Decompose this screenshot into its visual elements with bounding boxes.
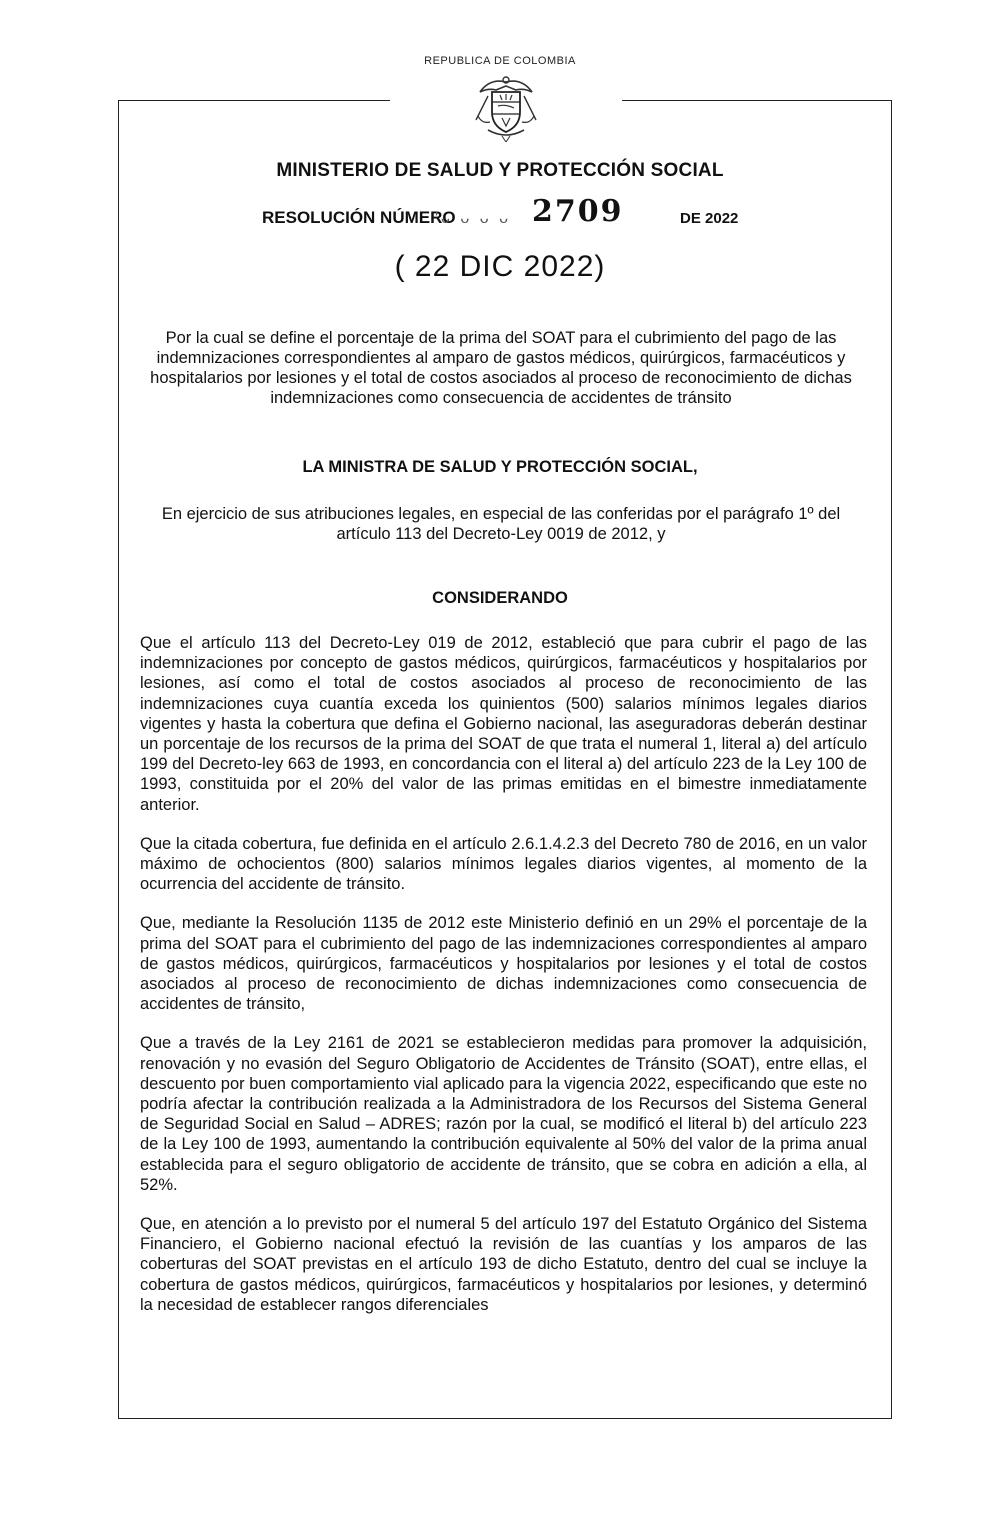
signatory-title: LA MINISTRA DE SALUD Y PROTECCIÓN SOCIAL, — [302, 458, 698, 476]
paragraph: Que a través de la Ley 2161 de 2021 se establecieron medidas para promover la adquisición, renovación y no evasión del Seguro Obligatorio de Accidentes de Tránsito (SOAT), entre ellas, el descuento por buen comportamiento vial aplicado para la vigencia 2022, especificando que este no podría afectar la contribución realizada a la Administradora de los Recursos del Sistema General de Seguridad Social en Salud – ADRES; razón por la cual, se modificó el literal b) del artículo 223 de la Ley 100 de 1993, aumentando la contribución equivalente al 50% del valor de la prima anual establecida para el seguro obligatorio de accidente de tránsito, que se cobra en adición a ella, al 52%. — [140, 1034, 867, 1194]
resolution-number: 2709 — [532, 194, 624, 229]
considering-heading: CONSIDERANDO — [432, 589, 568, 607]
legal-powers: En ejercicio de sus atribuciones legales, en especial de las conferidas por el parágrafo 1º del artículo 113 del Decreto-Ley 0019 de 2012, y — [161, 505, 841, 543]
resolution-year: DE 2022 — [680, 210, 739, 227]
resolution-label: RESOLUCIÓN NÚMERO — [262, 208, 456, 227]
country-name: REPUBLICA DE COLOMBIA — [424, 55, 576, 67]
ministry-title: MINISTERIO DE SALUD Y PROTECCIÓN SOCIAL — [276, 160, 724, 181]
paragraph: Que, en atención a lo previsto por el numeral 5 del artículo 197 del Estatuto Orgánico del Sistema Financiero, el Gobierno nacional efectuó la revisión de las cuantías y los amparos de las coberturas del SOAT previstas en el artículo 193 de dicho Estatuto, dentro del cual se incluye la cobertura de gastos médicos, quirúrgicos, farmacéuticos y hospitalarios por lesiones, y determinó la necesidad de establecer rangos diferenciales — [140, 1215, 867, 1314]
paragraph: Que, mediante la Resolución 1135 de 2012 este Ministerio definió en un 29% el porcentaje de la prima del SOAT para el cubrimiento del pago de las indemnizaciones correspondientes al amparo de gastos médicos, quirúrgicos, farmacéuticos y hospitalarios por lesiones y el total de costos asociados al proceso de reconocimiento de dichas indemnizaciones como consecuencia de accidentes de tránsito, — [140, 914, 867, 1014]
considering-body — [140, 633, 867, 1334]
paragraph: Que la citada cobertura, fue definida en el artículo 2.6.1.4.2.3 del Decreto 780 de 2016, en un valor máximo de ochocientos (800) salarios mínimos legales diarios vigentes, al momento de la ocurrencia del accidente de tránsito. — [140, 834, 867, 894]
resolution-date: ( 22 DIC 2022) — [394, 250, 606, 283]
resolution-stamp: 'ᴗ ᴗ ᴗ ᴗ — [435, 210, 511, 227]
resolution-summary: Por la cual se define el porcentaje de la prima del SOAT para el cubrimiento del pago de las indemnizaciones correspondientes al amparo de gastos médicos, quirúrgicos, farmacéuticos y hospitalarios por lesiones y el total de costos asociados al proceso de reconocimiento de dichas indemnizaciones como consecuencia de accidentes de tránsito — [150, 329, 852, 407]
resolution-line — [0, 194, 1000, 238]
paragraph: Que el artículo 113 del Decreto-Ley 019 de 2012, estableció que para cubrir el pago de las indemnizaciones por concepto de gastos médicos, quirúrgicos, farmacéuticos y hospitalarios por lesiones, así como el total de costos asociados al proceso de reconocimiento de las indemnizaciones cuya cuantía exceda los quinientos (500) salarios mínimos legales diarios vigentes y hasta la cobertura que defina el Gobierno nacional, las aseguradoras deberán destinar un porcentaje de los recursos de la prima del SOAT de que trata el numeral 1, literal a) del artículo 199 del Decreto-ley 663 de 1993, en concordancia con el literal a) del artículo 223 de la Ley 100 de 1993, constituida por el 20% del valor de las primas emitidas en el bimestre inmediatamente anterior. — [140, 634, 867, 814]
